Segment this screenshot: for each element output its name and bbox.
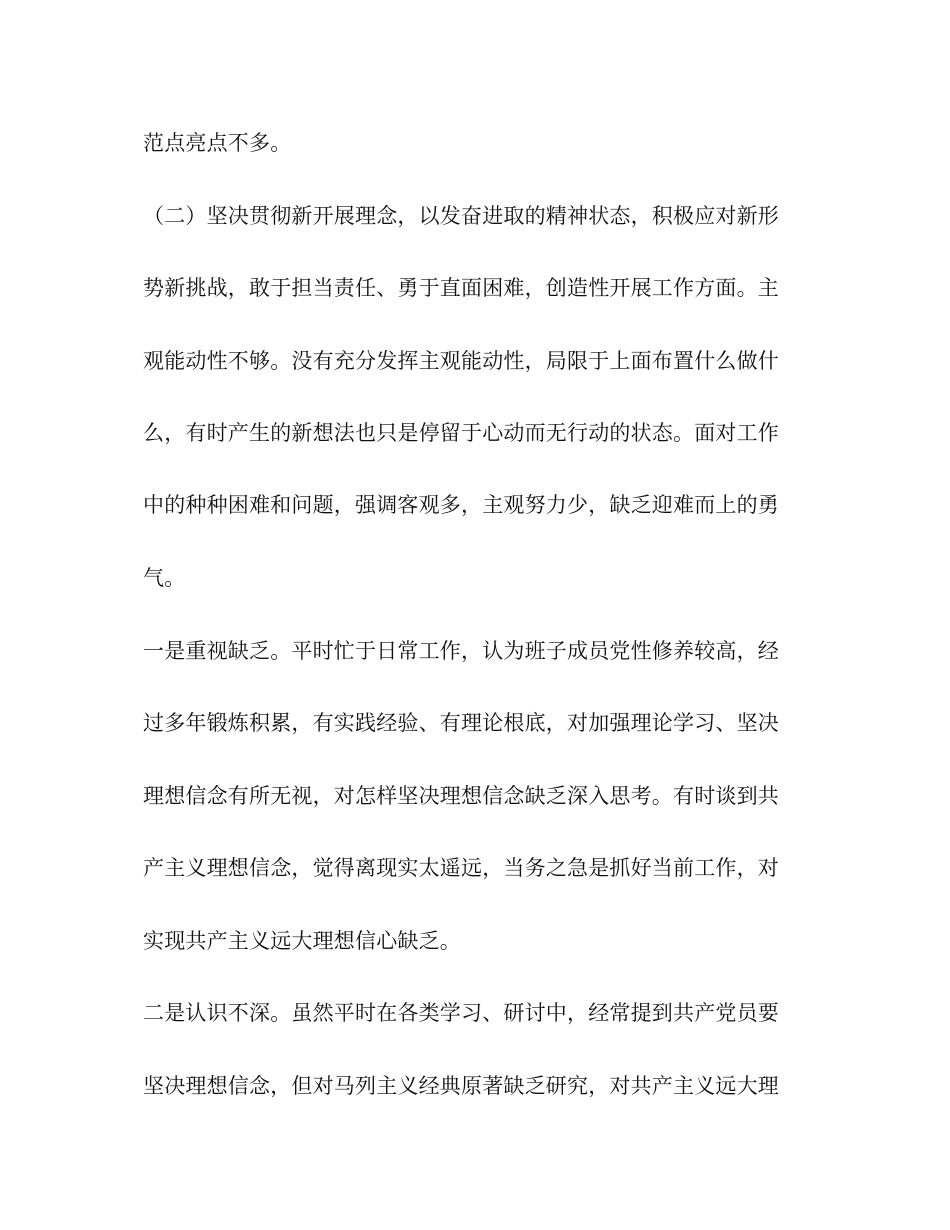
text-line: 理想信念有所无视，对怎样坚决理想信念缺乏深入思考。有时谈到共 bbox=[143, 784, 779, 808]
text-line: 过多年锻炼积累，有实践经验、有理论根底，对加强理论学习、坚决 bbox=[143, 711, 779, 735]
text-line: （二）坚决贯彻新开展理念，以发奋进取的精神状态，积极应对新形 bbox=[143, 204, 779, 228]
text-line: 产主义理想信念，觉得离现实太遥远，当务之急是抓好当前工作，对 bbox=[143, 856, 779, 880]
text-line: 势新挑战，敢于担当责任、勇于直面困难，创造性开展工作方面。主 bbox=[143, 276, 779, 300]
text-line: 气。 bbox=[143, 566, 186, 590]
text-line: 范点亮点不多。 bbox=[143, 131, 292, 155]
text-line: 实现共产主义远大理想信心缺乏。 bbox=[143, 929, 461, 953]
text-line: 一是重视缺乏。平时忙于日常工作，认为班子成员党性修养较高，经 bbox=[143, 639, 779, 663]
text-line: 坚决理想信念，但对马列主义经典原著缺乏研究，对共产主义远大理 bbox=[143, 1074, 779, 1098]
text-line: 么，有时产生的新想法也只是停留于心动而无行动的状态。面对工作 bbox=[143, 421, 779, 445]
text-line: 中的种种困难和问题，强调客观多，主观努力少，缺乏迎难而上的勇 bbox=[143, 493, 779, 517]
text-line: 二是认识不深。虽然平时在各类学习、研讨中，经常提到共产党员要 bbox=[143, 1001, 779, 1025]
text-line: 观能动性不够。没有充分发挥主观能动性，局限于上面布置什么做什 bbox=[143, 349, 779, 373]
